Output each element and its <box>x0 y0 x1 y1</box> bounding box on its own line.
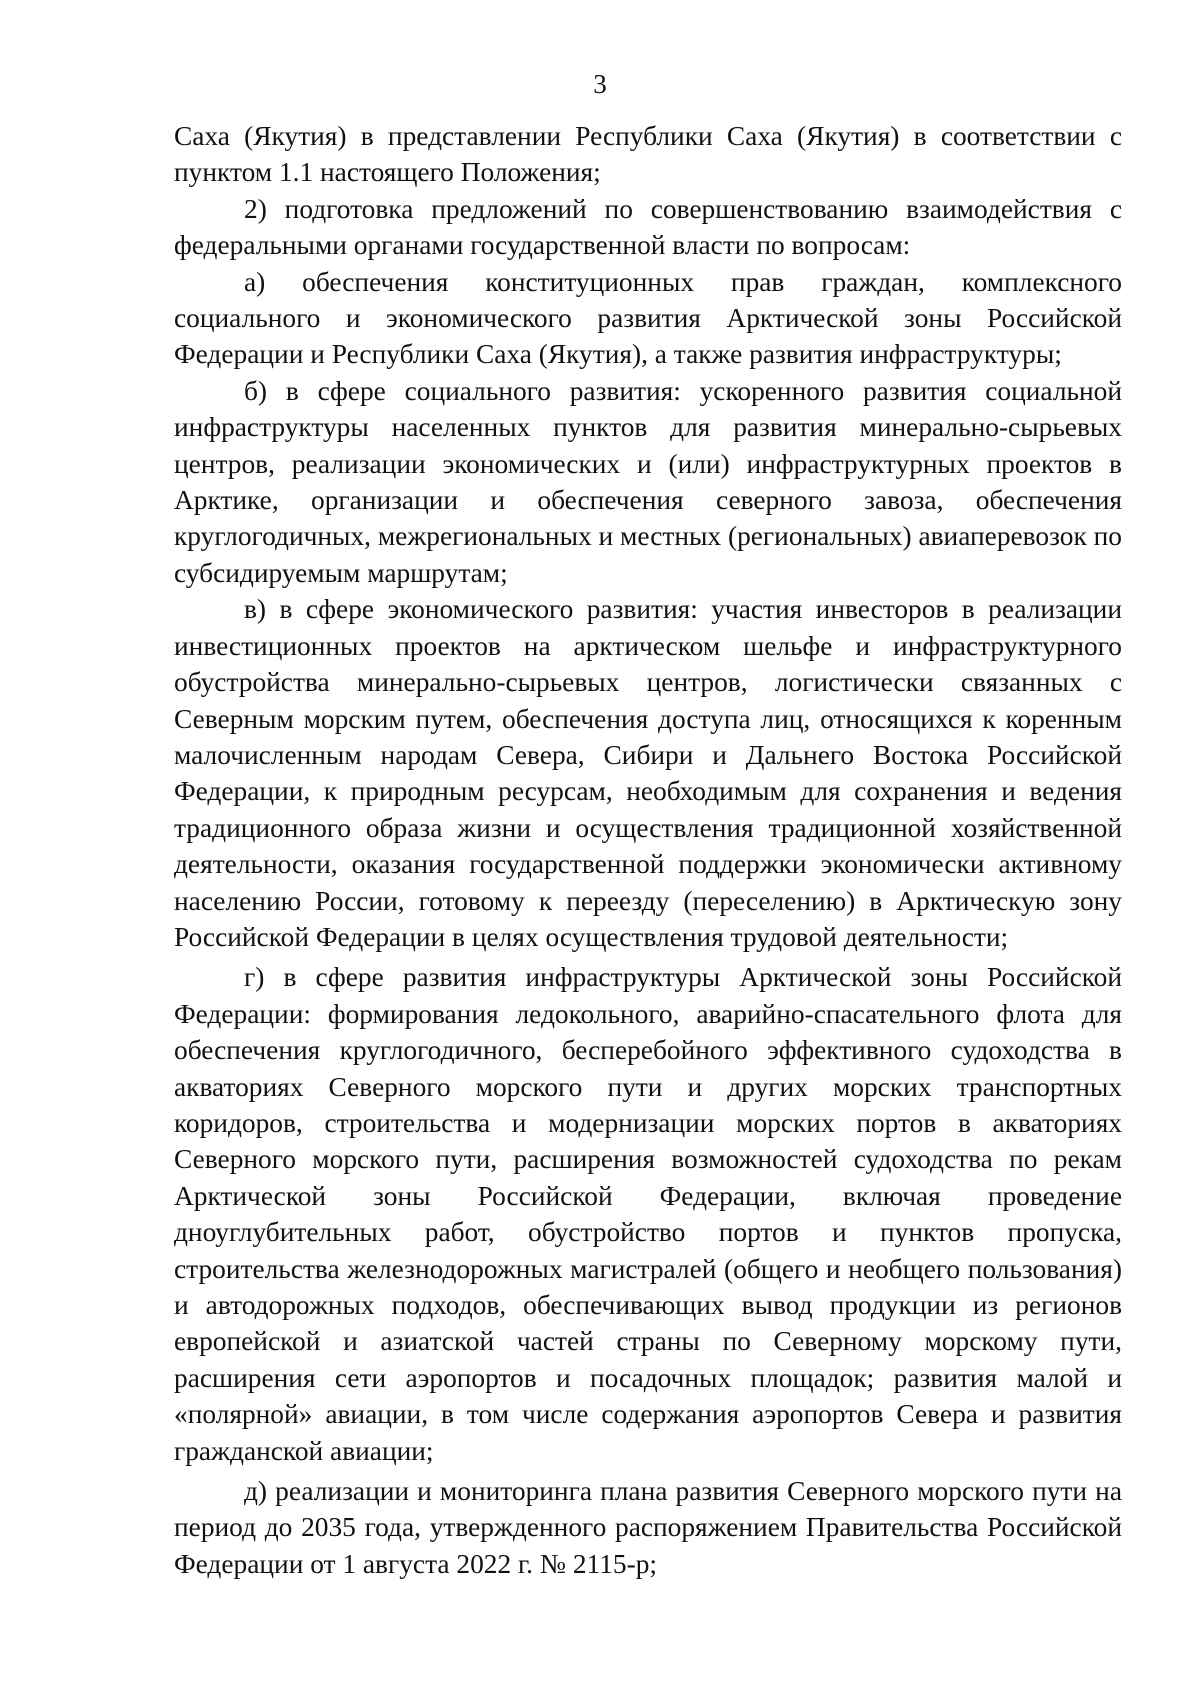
document-body <box>174 118 1122 1582</box>
paragraph-item-v: в) в сфере экономического развития: участия инвесторов в реализации инвестиционных проектов на арктическом шельфе и инфраструктурного обустройства минерально-сырьевых центров, логистически связанных с Северным морским путем, обеспечения доступа лиц, относящихся к коренным малочисленным народам Севера, Сибири и Дальнего Востока Российской Федерации, к природным ресурсам, необходимым для сохранения и ведения традиционного образа жизни и осуществления традиционной хозяйственной деятельности, оказания государственной поддержки экономически активному населению России, готовому к переезду (переселению) в Арктическую зону Российской Федерации в целях осуществления трудовой деятельности; <box>174 594 1122 952</box>
page-number: 3 <box>593 69 607 99</box>
paragraph-item-g: г) в сфере развития инфраструктуры Арктической зоны Российской Федерации: формирования ледокольного, аварийно-спасательного флота для обеспечения круглогодичного, бесперебойного эффективного судоходства в акваториях Северного морского пути и других морских транспортных коридоров, строительства и модернизации морских портов в акваториях Северного морского пути, расширения возможностей судоходства по рекам Арктической зоны Российской Федерации, включая проведение дноуглубительных работ, обустройство портов и пунктов пропуска, строительства железнодорожных магистралей (общего и необщего пользования) и автодорожных подходов, обеспечивающих вывод продукции из регионов европейской и азиатской частей страны по Северному морскому пути, расширения сети аэропортов и посадочных площадок; развития малой и «полярной» авиации, в том числе содержания аэропортов Севера и развития гражданской авиации; <box>174 962 1122 1466</box>
paragraph-item-a: а) обеспечения конституционных прав граждан, комплексного социального и экономического развития Арктической зоны Российской Федерации и Республики Саха (Якутия), а также развития инфраструктуры; <box>174 266 1122 370</box>
paragraph-item-d: д) реализации и мониторинга плана развития Северного морского пути на период до 2035 года, утвержденного распоряжением Правительства Российской Федерации от 1 августа 2022 г. № 2115-р; <box>174 1476 1122 1579</box>
paragraph-continuation: Саха (Якутия) в представлении Республики Саха (Якутия) в соответствии с пунктом 1.1 настоящего Положения; <box>174 121 1122 188</box>
paragraph-item-b: б) в сфере социального развития: ускоренного развития социальной инфраструктуры населенных пунктов для развития минерально-сырьевых центров, реализации экономических и (или) инфраструктурных проектов в Арктике, организации и обеспечения северного завоза, обеспечения круглогодичных, межрегиональных и местных (региональных) авиаперевозок по субсидируемым маршрутам; <box>174 375 1122 588</box>
paragraph-item-2: 2) подготовка предложений по совершенствованию взаимодействия с федеральными органами государственной власти по вопросам: <box>174 193 1122 261</box>
